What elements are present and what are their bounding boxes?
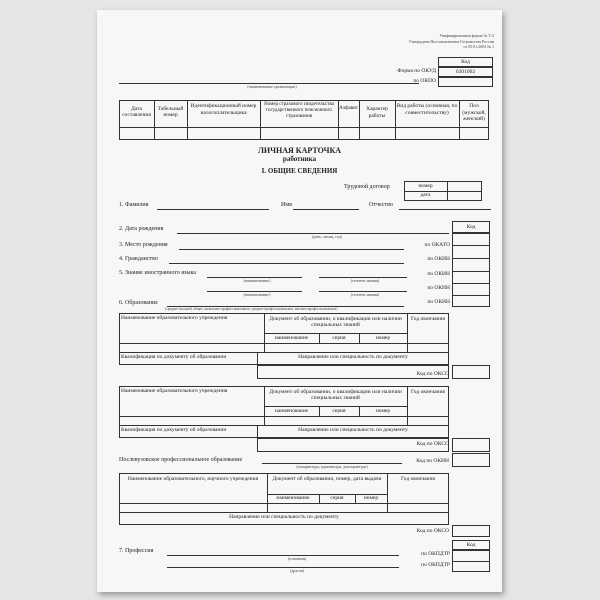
form-sheet [97, 10, 502, 592]
top-table-row-divider [119, 127, 489, 128]
language-level-caption-1: (степень знания) [350, 278, 380, 283]
education-label: 6. Образование [119, 300, 158, 306]
postgrad-okso-label: Код по ОКСО [416, 528, 449, 534]
citizenship-line[interactable] [169, 263, 404, 264]
col-inn: Идентификационный номер налогоплательщика [190, 103, 257, 117]
postgrad-series-header: серия [330, 495, 344, 501]
postgrad-doc-name-header: наименование [276, 495, 310, 501]
contract-date-field[interactable] [447, 191, 482, 201]
postgrad-year-header: Год окончания [401, 476, 435, 482]
code-header-cell [438, 57, 493, 67]
okud-code: 0301002 [455, 69, 476, 75]
postgrad-okin-label: Код по ОКИН [416, 458, 449, 464]
okin-label-lang-1: по ОКИН [427, 271, 450, 277]
edu1-document-header: Документ об образовании, о квалификации или наличии специальных знаний [269, 316, 402, 329]
edu2-year-header: Год окончания [411, 389, 445, 395]
edu1-series-header: серия [332, 335, 346, 341]
okin-label-lang-2: по ОКИН [427, 285, 450, 291]
edu2-institution-header: Наименование образовательного учреждения [121, 388, 228, 394]
edu1-okso-cell[interactable] [452, 365, 490, 379]
col-gender: Пол (мужской, женский) [462, 103, 486, 123]
approved-line-2: от 05.01.2004 № 1 [463, 44, 494, 49]
edu1-okso-label: Код по ОКСО [416, 371, 449, 377]
okpdtr-label-other: по ОКПДТР [421, 562, 450, 568]
col-alphabet: Алфавит [339, 106, 358, 111]
okud-code-cell [438, 67, 493, 77]
edu1-number-header: номер [375, 335, 391, 341]
okpdtr-label-main: по ОКПДТР [421, 551, 450, 557]
postgrad-okin-cell[interactable] [452, 453, 490, 467]
contract-label: Трудовой договор [344, 184, 390, 190]
education-caption: (среднее (полное) общее, начальное профессиональное, среднее профессиональное, высшее профессиональное) [165, 307, 338, 311]
okpo-label: по ОКПО [413, 78, 436, 84]
birth-date-label: 2. Дата рождения [119, 226, 164, 232]
postgrad-document-header: Документ об образовании, номер, дата выдачи [272, 476, 382, 482]
profession-main-line[interactable] [167, 555, 399, 556]
contract-number-field[interactable] [447, 181, 482, 191]
edu2-okso-label: Код по ОКСО [416, 441, 449, 447]
postgrad-label: Послевузовское профессиональное образование [119, 457, 243, 463]
postgrad-okso-cell[interactable] [452, 525, 490, 537]
card-subtitle: работника [282, 155, 317, 163]
edu1-doc-name-header: наименование [274, 335, 309, 341]
edu2-specialty-header: Направление или специальность по документу [298, 427, 408, 433]
edu1-institution-header: Наименование образовательного учреждения [121, 315, 228, 321]
name-label: Имя [281, 202, 292, 208]
col-snils: Номер страхового свидетельства государственного пенсионного страхования [264, 102, 334, 119]
col-date: Дата составления [122, 106, 151, 119]
language-name-caption-1: (наименование) [243, 278, 271, 283]
postgrad-institution-header: Наименование образовательного, научного учреждения [127, 476, 259, 482]
code-col-header [452, 221, 490, 233]
okpo-code-cell[interactable] [438, 77, 493, 87]
profession-other-caption: (другая) [290, 568, 304, 573]
postgrad-specialty-header: Направление или специальность по документу [229, 514, 339, 520]
postgrad-number-header: номер [363, 495, 379, 501]
surname-label: 1. Фамилия [119, 202, 149, 208]
edu2-doc-name-header: наименование [274, 408, 309, 414]
unified-form-label: Унифицированная форма № Т-2 [439, 33, 494, 38]
language-name-caption-2: (наименование) [243, 292, 271, 297]
edu2-okso-cell[interactable] [452, 438, 490, 452]
patronymic-line[interactable] [399, 209, 491, 210]
approved-line-1: Утверждена Постановлением Госкомстата России [408, 39, 494, 44]
okin-label-citizenship: по ОКИН [427, 256, 450, 262]
birth-date-caption: (день, месяц, год) [311, 234, 343, 239]
name-line[interactable] [293, 209, 359, 210]
contract-number-label: номер [418, 183, 433, 189]
col-work-kind: Вид работы (основная, по совместительству) [396, 103, 458, 116]
code-col-label: Код [466, 224, 476, 230]
profession-label: 7. Профессия [119, 548, 154, 554]
profession-main-caption: (основная) [287, 556, 307, 561]
patronymic-label: Отчество [369, 202, 393, 208]
language-level-caption-2: (степень знания) [350, 292, 380, 297]
okin-label-education: по ОКИН [427, 299, 450, 305]
profession-code-header [452, 540, 490, 550]
col-tab-number: Табельный номер [157, 106, 184, 119]
citizenship-label: 4. Гражданство [119, 256, 158, 262]
edu2-qualification-header: Квалификация по документу об образовании [121, 427, 227, 433]
card-title: ЛИЧНАЯ КАРТОЧКА [257, 146, 342, 155]
edu2-series-header: серия [332, 408, 346, 414]
org-name-caption: (наименование организации) [247, 84, 297, 89]
postgrad-caption: (аспирантура, адъюнктура, докторантура) [296, 464, 368, 469]
foreign-language-label: 5. Знание иностранного языка [119, 270, 196, 276]
contract-date-label: дата [420, 192, 431, 198]
birth-place-label: 3. Место рождения [119, 242, 168, 248]
edu1-specialty-header: Направление или специальность по документу [298, 354, 408, 360]
edu2-number-header: номер [375, 408, 391, 414]
profession-code-label: Код [466, 542, 476, 548]
edu2-document-header: Документ об образовании, о квалификации или наличии специальных знаний [269, 389, 402, 402]
okato-label: по ОКАТО [424, 242, 450, 248]
section-title: I. ОБЩИЕ СВЕДЕНИЯ [261, 167, 338, 175]
birth-place-line[interactable] [179, 249, 404, 250]
edu1-year-header: Год окончания [411, 316, 445, 322]
col-work-type: Характер работы [366, 106, 388, 119]
edu1-qualification-header: Квалификация по документу об образовании [121, 354, 227, 360]
surname-line[interactable] [157, 209, 269, 210]
code-header-label: Код [461, 59, 470, 65]
okud-label: Форма по ОКУД [397, 68, 436, 74]
profession-other-line[interactable] [167, 567, 399, 568]
